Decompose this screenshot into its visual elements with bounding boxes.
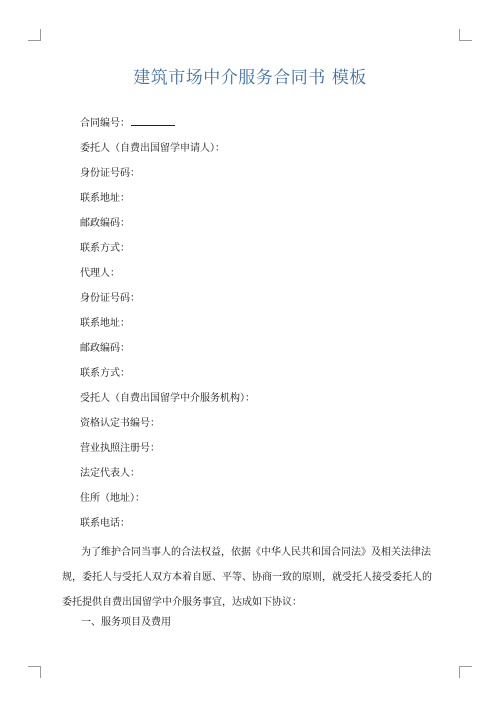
field-line: 营业执照注册号：: [80, 443, 160, 454]
section-heading: 一、服务项目及费用: [81, 617, 171, 628]
field-line: 住所（地址）：: [80, 493, 145, 504]
field-line: 身份证号码：: [80, 168, 140, 179]
field-line: 联系方式：: [80, 368, 130, 379]
field-line: 身份证号码：: [80, 293, 140, 304]
paragraph-line: 委托提供自费出国留学中介服务事宜，达成如下协议：: [62, 597, 302, 608]
crop-mark-top-left-h: [28, 40, 40, 41]
crop-mark-bottom-right-h: [460, 666, 472, 667]
field-line: 联系电话：: [80, 518, 130, 529]
crop-mark-bottom-left-v: [40, 666, 41, 678]
field-line: 资格认定书编号：: [80, 418, 160, 429]
paragraph-line: 规，委托人与受托人双方本着自愿、平等、协商一致的原则，就受托人接受委托人的: [62, 572, 432, 583]
paragraph-line: 为了维护合同当事人的合法权益，依据《中华人民共和国合同法》及相关法律法: [81, 547, 431, 558]
contract-fields: [80, 116, 255, 541]
contract-number-field: [80, 116, 255, 141]
preamble-paragraph: [62, 540, 442, 615]
field-line: 委托人（自费出国留学申请人）：: [80, 143, 225, 154]
crop-mark-top-right-h: [460, 40, 472, 41]
field-line: 邮政编码：: [80, 343, 130, 354]
contract-number-label: 合同编号：: [80, 118, 130, 129]
field-line: 代理人：: [80, 268, 120, 279]
crop-mark-top-left-v: [40, 29, 41, 41]
contract-number-blank[interactable]: [131, 116, 175, 126]
crop-mark-bottom-right-v: [459, 666, 460, 678]
field-line: 法定代表人：: [80, 468, 140, 479]
field-line: 联系地址：: [80, 193, 130, 204]
field-line: 联系方式：: [80, 243, 130, 254]
field-line: 受托人（自费出国留学中介服务机构）：: [80, 393, 255, 404]
document-title: 建筑市场中介服务合同书 模板: [133, 68, 367, 88]
field-line: 联系地址：: [80, 318, 130, 329]
field-line: 邮政编码：: [80, 218, 130, 229]
crop-mark-bottom-left-h: [28, 666, 40, 667]
